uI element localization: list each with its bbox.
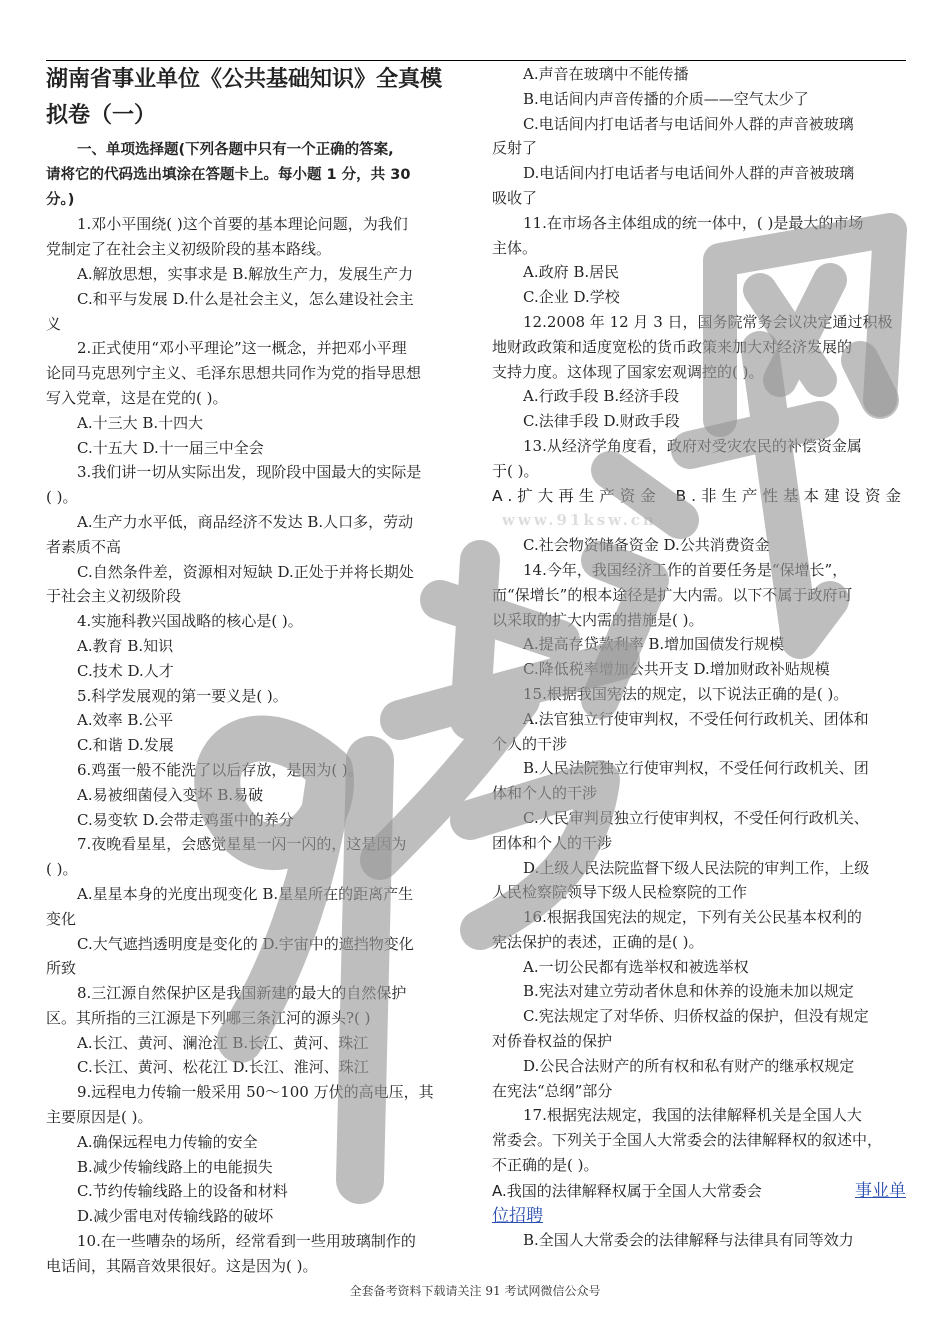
text-line: A.提高存贷款利率 B.增加国债发行规模 bbox=[523, 635, 785, 654]
text-line: A.长江、黄河、澜沧江 B.长江、黄河、珠江 bbox=[77, 1033, 369, 1052]
text-line: C.电话间内打电话者与电话间外人群的声音被玻璃 bbox=[523, 114, 854, 133]
text-line: C.和平与发展 D.什么是社会主义，怎么建设社会主 bbox=[77, 289, 414, 308]
text-line: ( )。 bbox=[46, 860, 78, 879]
text-line: 宪法保护的表述，正确的是( )。 bbox=[492, 932, 704, 951]
text-line: C.大气遮挡透明度是变化的 D.宇宙中的遮挡物变化 bbox=[77, 934, 414, 953]
text-line: 体和个人的干涉 bbox=[492, 784, 598, 803]
text-line: 党制定了在社会主义初级阶段的基本路线。 bbox=[46, 240, 332, 259]
text-line: A.一切公民都有选举权和被选举权 bbox=[523, 957, 749, 976]
text-line: A.行政手段 B.经济手段 bbox=[523, 387, 680, 406]
text-line: B.人民法院独立行使审判权，不受任何行政机关、团 bbox=[523, 759, 869, 778]
text-line: C.和谐 D.发展 bbox=[77, 736, 174, 755]
section-heading: 分。) bbox=[46, 191, 75, 208]
text-line: A.星星本身的光度出现变化 B.星星所在的距离产生 bbox=[77, 884, 414, 903]
text-line: 人民检察院领导下级人民检察院的工作 bbox=[492, 883, 748, 902]
text-line: A.教育 B.知识 bbox=[77, 636, 174, 655]
page-title-line-1: 湖南省事业单位《公共基础知识》全真模 bbox=[46, 67, 443, 92]
text-line: 13.从经济学角度看，政府对受灾农民的补偿资金属 bbox=[523, 436, 862, 455]
text-line: C.易变软 D.会带走鸡蛋中的养分 bbox=[77, 810, 294, 829]
text-line: 不正确的是( )。 bbox=[492, 1156, 599, 1175]
text-line: ( )。 bbox=[46, 488, 78, 507]
text-line: 1.邓小平围绕( )这个首要的基本理论问题，为我们 bbox=[77, 215, 408, 234]
text-line: 常委会。下列关于全国人大常委会的法律解释权的叙述中， bbox=[492, 1131, 883, 1150]
text-line: 以采取的扩大内需的措施是( )。 bbox=[492, 610, 704, 629]
text-line: A.声音在玻璃中不能传播 bbox=[523, 65, 689, 83]
text-line: C.法律手段 D.财政手段 bbox=[523, 412, 680, 431]
recruitment-link[interactable]: 事业单 bbox=[855, 1180, 906, 1201]
q13-option-b: B.非生产性基本建设资金 bbox=[675, 486, 906, 505]
text-line: 于( )。 bbox=[492, 461, 539, 480]
text-line: 9.远程电力传输一般采用 50～100 万伏的高电压，其 bbox=[77, 1083, 434, 1102]
text-line: A.解放思想，实事求是 B.解放生产力，发展生产力 bbox=[77, 264, 414, 283]
text-line: 主体。 bbox=[492, 238, 538, 257]
text-line: C.企业 D.学校 bbox=[523, 288, 620, 307]
text-line: 区。其所指的三江源是下列哪三条江河的源头?( ) bbox=[46, 1008, 371, 1027]
text-line: 6.鸡蛋一般不能洗了以后存放，是因为( )。 bbox=[77, 760, 363, 779]
page-title-line-2: 拟卷（一） bbox=[46, 103, 157, 128]
right-column bbox=[492, 62, 906, 1253]
text-line: 个人的干涉 bbox=[492, 734, 568, 753]
section-heading: 请将它的代码选出填涂在答题卡上。每小题 1 分，共 30 bbox=[46, 166, 411, 183]
text-line: 所致 bbox=[46, 959, 77, 978]
text-line: C.自然条件差，资源相对短缺 D.正处于并将长期处 bbox=[77, 562, 414, 581]
text-line: A.法官独立行使审判权，不受任何行政机关、团体和 bbox=[523, 709, 869, 728]
text-line: D.电话间内打电话者与电话间外人群的声音被玻璃 bbox=[523, 164, 855, 183]
text-line: 3.我们讲一切从实际出发，现阶段中国最大的实际是 bbox=[77, 463, 422, 482]
text-line: A.效率 B.公平 bbox=[77, 711, 174, 730]
text-line: 反射了 bbox=[492, 139, 538, 158]
text-line: 主要原因是( )。 bbox=[46, 1108, 153, 1127]
text-line: C.长江、黄河、松花江 D.长江、淮河、珠江 bbox=[77, 1058, 369, 1077]
text-line: B.减少传输线路上的电能损失 bbox=[77, 1157, 273, 1176]
text-line: D.公民合法财产的所有权和私有财产的继承权规定 bbox=[523, 1056, 855, 1075]
text-line: 5.科学发展观的第一要义是( )。 bbox=[77, 686, 288, 705]
text-line: 团体和个人的干涉 bbox=[492, 833, 613, 852]
text-line: 于社会主义初级阶段 bbox=[46, 587, 182, 606]
text-line: 吸收了 bbox=[492, 188, 538, 207]
text-line: 论同马克思列宁主义、毛泽东思想共同作为党的指导思想 bbox=[46, 364, 422, 383]
question-option: B.全国人大常委会的法律解释与法律具有同等效力 bbox=[523, 1230, 854, 1249]
header-rule bbox=[46, 60, 906, 61]
text-line: 而“保增长”的根本途径是扩大内需。以下不属于政府可 bbox=[492, 585, 853, 604]
question-list bbox=[492, 533, 906, 1178]
q17-option-a: A.我国的法律解释权属于全国人大常委会 bbox=[492, 1181, 762, 1200]
question-list bbox=[492, 62, 906, 484]
text-line: 11.在市场各主体组成的统一体中，( )是最大的市场 bbox=[523, 213, 864, 232]
text-line: 地财政政策和适度宽松的货币政策来加大对经济发展的 bbox=[492, 337, 853, 356]
text-line: A.确保远程电力传输的安全 bbox=[77, 1132, 258, 1151]
text-line: 支持力度。这体现了国家宏观调控的( )。 bbox=[492, 362, 764, 381]
watermark-url-row: www.91ksw.cn bbox=[502, 511, 657, 530]
text-line: D.减少雷电对传输线路的破坏 bbox=[77, 1207, 274, 1226]
text-line: 17.根据宪法规定，我国的法律解释机关是全国人大 bbox=[523, 1106, 862, 1125]
text-line: A.易被细菌侵入变坏 B.易破 bbox=[77, 785, 264, 804]
q13-options-ab bbox=[492, 484, 906, 509]
text-line: B.宪法对建立劳动者休息和休养的设施未加以规定 bbox=[523, 982, 854, 1001]
text-line: A.十三大 B.十四大 bbox=[77, 413, 204, 432]
text-line: 15.根据我国宪法的规定，以下说法正确的是( )。 bbox=[523, 684, 849, 703]
link-continuation bbox=[492, 1204, 906, 1228]
text-line: 对侨眷权益的保护 bbox=[492, 1032, 613, 1051]
text-line: D.上级人民法院监督下级人民法院的审判工作，上级 bbox=[523, 858, 870, 877]
q13-option-a: A.扩大再生产资金 bbox=[492, 486, 661, 505]
section-heading: 一、单项选择题(下列各题中只有一个正确的答案, bbox=[77, 142, 394, 158]
text-line: C.降低税率增加公共开支 D.增加财政补贴规模 bbox=[523, 660, 830, 679]
text-line: C.宪法规定了对华侨、归侨权益的保护，但没有规定 bbox=[523, 1007, 869, 1026]
text-line: B.电话间内声音传播的介质——空气太少了 bbox=[523, 89, 809, 108]
text-line: 变化 bbox=[46, 909, 77, 928]
text-line: 义 bbox=[46, 314, 62, 333]
text-line: 者素质不高 bbox=[46, 537, 122, 556]
text-line: C.社会物资储备资金 D.公共消费资金 bbox=[523, 536, 770, 555]
text-line: 16.根据我国宪法的规定，下列有关公民基本权利的 bbox=[523, 908, 862, 927]
question-list bbox=[46, 212, 458, 1278]
text-line: C.十五大 D.十一届三中全会 bbox=[77, 438, 264, 457]
page-footer: 全套备考资料下载请关注 91 考试网微信公众号 bbox=[349, 1284, 601, 1298]
text-line: C.节约传输线路上的设备和材料 bbox=[77, 1182, 288, 1201]
recruitment-link-part2[interactable]: 位招聘 bbox=[492, 1205, 543, 1226]
text-line: 10.在一些嘈杂的场所，经常看到一些用玻璃制作的 bbox=[77, 1232, 416, 1251]
text-line: 8.三江源自然保护区是我国新建的最大的自然保护 bbox=[77, 984, 407, 1003]
text-line: 7.夜晚看星星，会感觉星星一闪一闪的，这是因为 bbox=[77, 835, 407, 854]
text-line: 在宪法“总纲”部分 bbox=[492, 1081, 613, 1100]
text-line: 写入党章，这是在党的( )。 bbox=[46, 388, 228, 407]
text-line: A.生产力水平低，商品经济不发达 B.人口多，劳动 bbox=[77, 512, 414, 531]
left-column bbox=[46, 62, 458, 1279]
text-line: 4.实施科教兴国战略的核心是( )。 bbox=[77, 612, 303, 631]
text-line: 12.2008 年 12 月 3 日，国务院常务会议决定通过积极 bbox=[523, 312, 893, 331]
q17-option-a-row bbox=[492, 1178, 906, 1204]
text-line: C.人民审判员独立行使审判权，不受任何行政机关、 bbox=[523, 808, 869, 827]
text-line: 14.今年，我国经济工作的首要任务是“保增长”， bbox=[523, 560, 848, 579]
text-line: 2.正式使用“邓小平理论”这一概念，并把邓小平理 bbox=[77, 339, 407, 358]
text-line: A.政府 B.居民 bbox=[523, 263, 620, 282]
text-line: 电话间，其隔音效果很好。这是因为( )。 bbox=[46, 1256, 318, 1275]
text-line: C.技术 D.人才 bbox=[77, 661, 174, 680]
